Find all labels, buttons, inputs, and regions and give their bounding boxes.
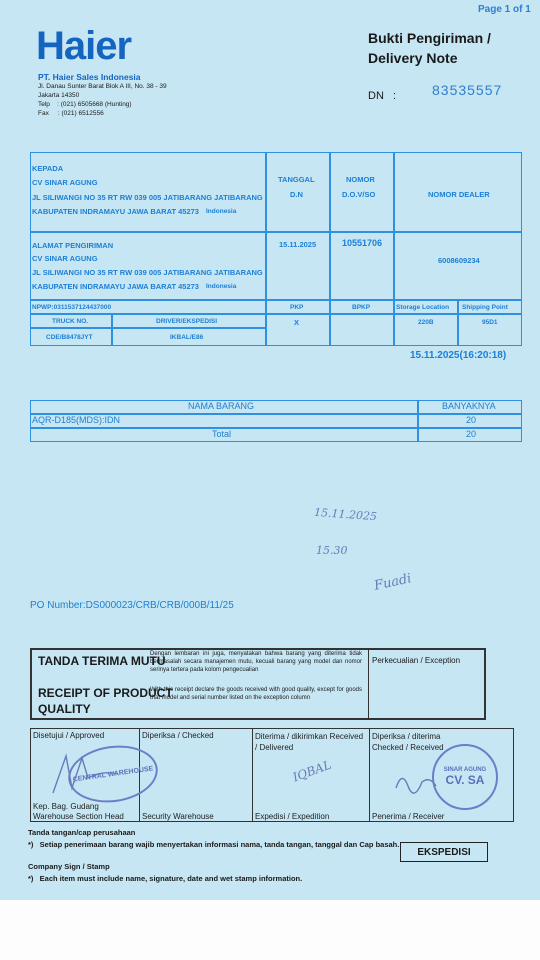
print-timestamp: 15.11.2025(16:20:18) — [410, 350, 507, 361]
alamat-country: Indonesia — [206, 283, 237, 290]
kepada-country: Indonesia — [206, 208, 237, 215]
doc-title-2: Delivery Note — [368, 50, 458, 66]
bpkp-label: BPKP — [352, 304, 371, 311]
dealer-label: NOMOR DEALER — [428, 190, 490, 199]
sig-expedition: Expedisi / Expedition — [255, 812, 330, 821]
footer-note-en: *) Each item must include name, signature, date and wet stamp information. — [28, 874, 303, 883]
dealer-value-cell — [394, 232, 522, 300]
approver-signature-scribble — [48, 748, 128, 798]
driver-value: IKBAL/E86 — [170, 334, 204, 341]
footer-company-sign-en: Company Sign / Stamp — [28, 862, 110, 871]
sig-divider-2 — [252, 728, 253, 822]
shipping-value: 95D1 — [482, 319, 498, 326]
storage-value: 220B — [418, 319, 434, 326]
alamat-address-1: JL SILIWANGI NO 35 RT RW 039 005 JATIBARANG JATIBARANG — [32, 268, 263, 277]
truck-label: TRUCK NO. — [52, 318, 89, 325]
storage-label: Storage Location — [396, 304, 450, 311]
receipt-title-id: TANDA TERIMA MUTU — [38, 654, 166, 668]
sig-delivered-label: Diterima / dikirimkan Received / Delivered — [255, 732, 364, 752]
receipt-title-en-1: RECEIPT OF PRODUCT — [38, 686, 173, 700]
pkp-label: PKP — [290, 304, 304, 311]
stamp-center-text: CV. SA — [445, 773, 485, 787]
sig-divider-3 — [369, 728, 370, 822]
tanggal-label: TANGGAL — [278, 175, 315, 184]
expedisi-signature: IQBAL — [290, 757, 334, 785]
item-name: AQR-D185(MDS):IDN — [32, 415, 121, 425]
company-address-1: Jl. Danau Sunter Barat Blok A III, No. 38 - 39 — [38, 83, 167, 90]
tanggal-value: 15.11.2025 — [279, 240, 317, 249]
kepada-address-1: JL SILIWANGI NO 35 RT RW 039 005 JATIBARANG JATIBARANG — [32, 193, 263, 202]
kepada-address-2: KABUPATEN INDRAMAYU JAWA BARAT 45273 — [32, 207, 199, 216]
dn-label: DN : — [368, 90, 397, 102]
sig-head-2: Warehouse Section Head — [33, 812, 124, 821]
nomor-value: 10551706 — [342, 238, 383, 248]
col-banyaknya: BANYAKNYA — [442, 401, 496, 411]
bpkp-value-cell — [330, 314, 394, 346]
item-qty: 20 — [466, 415, 477, 425]
pkp-value: X — [294, 318, 300, 327]
company-address-2: Jakarta 14350 — [38, 92, 80, 99]
company-name: PT. Haier Sales Indonesia — [38, 72, 141, 82]
sig-receiver: Penerima / Receiver — [372, 812, 445, 821]
sig-approved-label: Disetujui / Approved — [33, 731, 105, 740]
kepada-cell — [30, 152, 266, 232]
haier-warehouse-stamp: CENTRAL WAREHOUSE — [65, 740, 162, 808]
kepada-name: CV SINAR AGUNG — [32, 178, 98, 187]
truck-value: CDE/B8478JYT — [46, 334, 93, 341]
receipt-desc-en: With this receipt declare the goods received with good quality, except for goods that model and serial number listed on the exception column — [150, 687, 362, 701]
alamat-name: CV SINAR AGUNG — [32, 254, 98, 263]
nomor-sub: D.O.V/SO — [342, 190, 376, 199]
handwritten-date: 15.11.2025 — [313, 505, 378, 524]
exception-divider — [368, 650, 369, 718]
exception-label: Perkecualian / Exception — [372, 656, 461, 665]
dealer-value: 6008609234 — [438, 256, 480, 265]
sig-head-1: Kep. Bag. Gudang — [33, 802, 99, 811]
company-telp: Telp : (021) 6505668 (Hunting) — [38, 101, 132, 108]
nomor-label: NOMOR — [346, 175, 375, 184]
receipt-bracket-right — [484, 650, 486, 718]
sig-security: Security Warehouse — [142, 812, 214, 821]
doc-title-1: Bukti Pengiriman / — [368, 30, 491, 46]
tanggal-sub: D.N — [290, 190, 303, 199]
receipt-desc-id: Dengan lembaran ini juga, menyatakan bahwa barang yang diterima tidak bermasalah secara manajemen mutu, kecuali barang yang model dan nomor serinya tertera pada kolom pengecualian — [150, 651, 362, 673]
receipt-title-en-2: QUALITY — [38, 702, 91, 716]
dn-value: 83535557 — [432, 82, 503, 98]
footer-company-sign-id: Tanda tangan/cap perusahaan — [28, 828, 136, 837]
page-indicator: Page 1 of 1 — [478, 4, 531, 15]
shipping-label: Shipping Point — [462, 304, 508, 311]
total-label: Total — [212, 429, 232, 439]
receiver-signature-scribble — [392, 768, 442, 798]
sig-checked-label: Diperiksa / Checked — [142, 731, 214, 740]
haier-logo: Haier — [36, 24, 132, 68]
company-fax: Fax : (021) 6512556 — [38, 110, 104, 117]
ekspedisi-copy-label: EKSPEDISI — [400, 842, 488, 862]
col-nama-barang: NAMA BARANG — [188, 401, 255, 411]
footer-note-id: *) Setiap penerimaan barang wajib menyertakan informasi nama, tanda tangan, tanggal dan Cap basah. — [28, 840, 400, 849]
driver-label: DRIVER/EKSPEDISI — [156, 318, 218, 325]
npwp: NPWP:0311537124437000 — [32, 304, 112, 311]
total-value: 20 — [466, 429, 477, 439]
kepada-label: KEPADA — [32, 164, 64, 173]
po-number: PO Number:DS000023/CRB/CRB/000B/11/25 — [30, 600, 234, 611]
stamp-ring-text: SINAR AGUNG — [443, 767, 487, 773]
sig-received-top-label: Diperiksa / diterima Checked / Received — [372, 732, 444, 752]
handwritten-signature: Fuadi — [372, 571, 413, 594]
handwritten-time: 15.30 — [316, 544, 348, 557]
alamat-label: ALAMAT PENGIRIMAN — [32, 241, 114, 250]
alamat-address-2: KABUPATEN INDRAMAYU JAWA BARAT 45273 — [32, 282, 199, 291]
receipt-bracket-left — [30, 650, 38, 718]
